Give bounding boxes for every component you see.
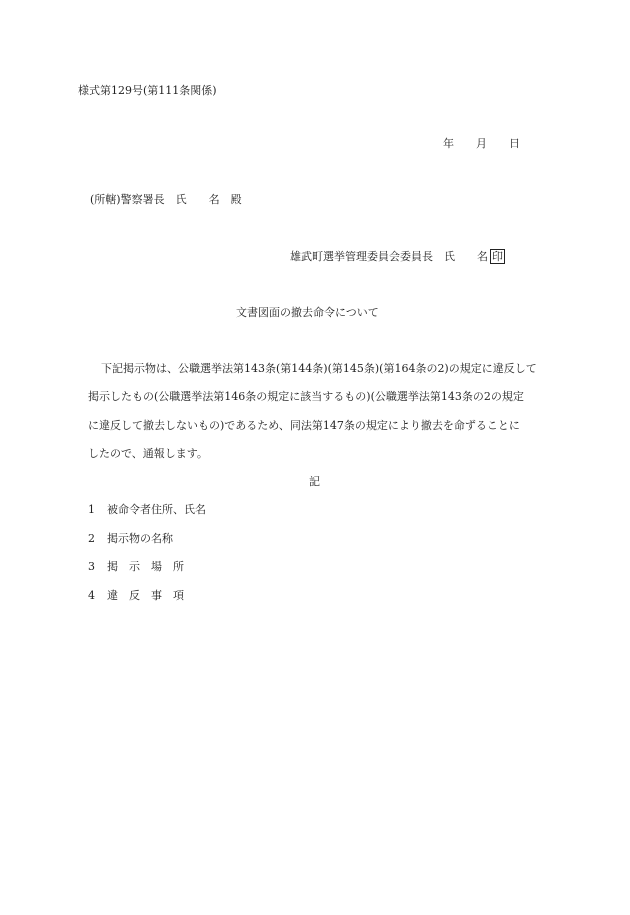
date-month: 月 bbox=[476, 137, 487, 150]
document-title: 文書図面の撤去命令について bbox=[236, 306, 379, 319]
item-number: 2 bbox=[88, 532, 95, 545]
item-number: 4 bbox=[88, 589, 95, 602]
seal-mark: 印 bbox=[492, 250, 503, 263]
list-item bbox=[88, 503, 206, 517]
date-day: 日 bbox=[509, 137, 520, 150]
ki-heading: 記 bbox=[309, 475, 320, 488]
item-number: 1 bbox=[88, 503, 95, 516]
list-item bbox=[88, 532, 173, 546]
date-line bbox=[443, 137, 520, 151]
form-number: 様式第129号(第111条関係) bbox=[78, 84, 217, 97]
addressee: (所轄)警察署長 氏 名 殿 bbox=[90, 193, 242, 206]
sender-title: 雄武町選挙管理委員会委員長 氏 名 bbox=[290, 250, 488, 263]
body-line-4: したので、通報します。 bbox=[88, 447, 208, 460]
item-label: 掲示物の名称 bbox=[107, 532, 173, 545]
date-year: 年 bbox=[443, 137, 454, 150]
sender bbox=[290, 249, 505, 264]
item-label: 違 反 事 項 bbox=[107, 589, 184, 602]
list-item bbox=[88, 589, 184, 603]
item-number: 3 bbox=[88, 560, 95, 573]
item-label: 掲 示 場 所 bbox=[107, 560, 184, 573]
body-line-3: に違反して撤去しないもの)であるため、同法第147条の規定により撤去を命ずることに bbox=[88, 419, 520, 432]
item-label: 被命令者住所、氏名 bbox=[107, 503, 206, 516]
body-line-2: 掲示したもの(公職選挙法第146条の規定に該当するもの)(公職選挙法第143条の2の規定 bbox=[88, 390, 524, 403]
body-line-1: 下記掲示物は、公職選挙法第143条(第144条)(第145条)(第164条の2)の規定に違反して bbox=[101, 362, 537, 375]
list-item bbox=[88, 560, 184, 574]
